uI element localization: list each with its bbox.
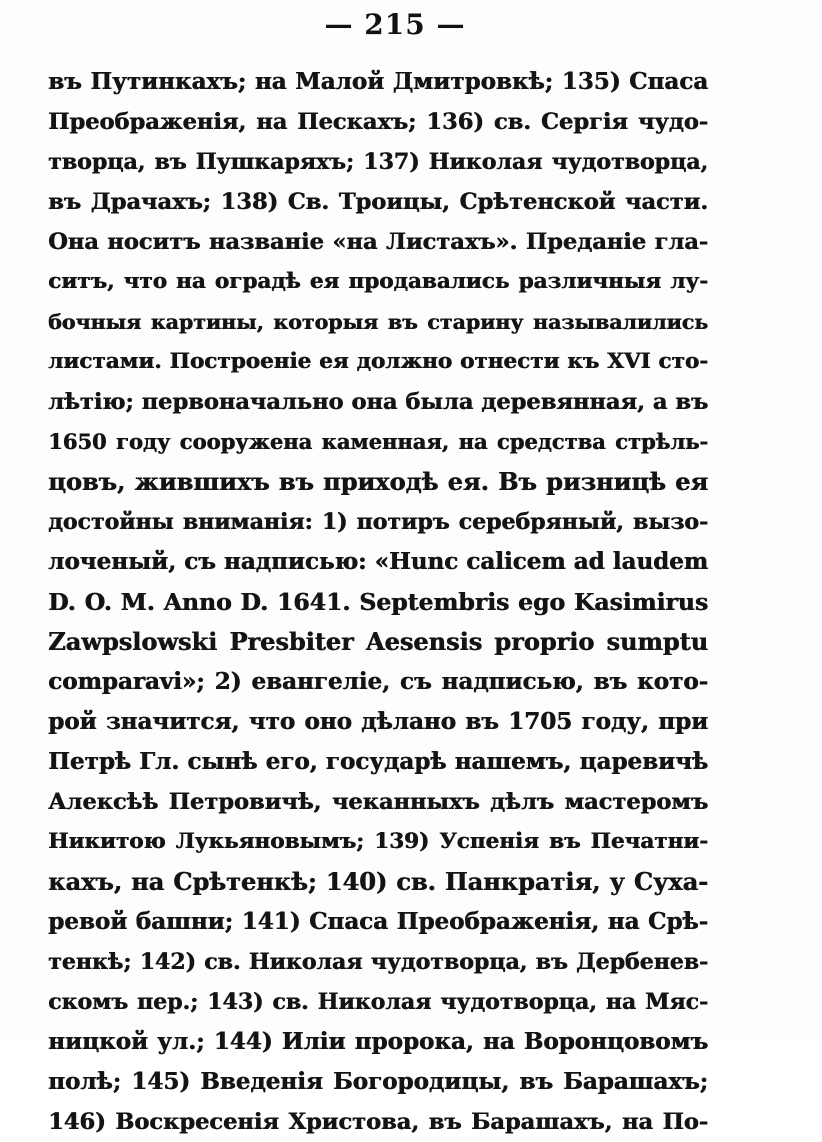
text-line: бочныя картины, которыя въ старину называлились <box>48 310 708 334</box>
text-line: въ Путинкахъ; на Малой Дмитровкѣ; 135) Спаса <box>48 68 708 95</box>
text-line: comparavi»; 2) евангеліе, съ надписью, въ кото- <box>48 668 708 695</box>
text-line: лоченый, съ надписью: «Hunc calicem ad laudem <box>48 548 708 575</box>
body-text <box>48 62 708 1142</box>
text-line: рой значится, что оно дѣлано въ 1705 году, при <box>48 708 708 735</box>
text-line: скомъ пер.; 143) св. Николая чудотворца, на Мяс- <box>48 989 708 1015</box>
text-line: 146) Воскресенія Христова, въ Барашахъ, на По- <box>48 1109 708 1135</box>
text-line: Zawpslowski Presbiter Aesensis propriо sumptu <box>48 627 708 656</box>
text-line: цовъ, жившихъ въ приходѣ ея. Въ ризницѣ ея <box>48 467 708 496</box>
text-line: Она носитъ названіе «на Листахъ». Преданіе гла- <box>48 229 708 255</box>
text-line: 1650 году сооружена каменная, на средства стрѣль- <box>48 429 708 454</box>
text-line: Петрѣ Гл. сынѣ его, государѣ нашемъ, царевичѣ <box>48 748 708 775</box>
text-line: D. O. M. Anno D. 1641. Septembris ego Kasimirus <box>48 588 708 616</box>
text-line: Преображенія, на Пескахъ; 136) св. Сергія чудо- <box>48 109 708 135</box>
text-line: ницкой ул.; 144) Иліи пророка, на Воронцовомъ <box>48 1028 708 1055</box>
text-line: листами. Построеніе ея должно отнести къ XVI сто- <box>48 349 708 374</box>
text-line: кахъ, на Срѣтенкѣ; 140) св. Панкратія, у Суха- <box>48 867 708 896</box>
page-number: — 215 — <box>324 8 466 41</box>
text-line: творца, въ Пушкаряхъ; 137) Николая чудотворца, <box>48 149 708 175</box>
text-line: ситъ, что на оградѣ ея продавались различныя лу- <box>48 269 708 294</box>
text-line: ревой башни; 141) Спаса Преображенія, на Срѣ- <box>48 908 708 935</box>
text-line: тенкѣ; 142) св. Николая чудотворца, въ Дербенев- <box>48 949 708 975</box>
text-line: Никитою Лукьяновымъ; 139) Успенія въ Печатни- <box>48 829 708 854</box>
text-line: достойны вниманія: 1) потиръ серебряный, вызо- <box>48 509 708 535</box>
text-line: Алексѣѣ Петровичѣ, чеканныхъ дѣлъ мастеромъ <box>48 789 708 815</box>
text-line: лѣтію; первоначально она была деревянная, а въ <box>48 389 708 415</box>
text-line: въ Драчахъ; 138) Св. Троицы, Срѣтенской части. <box>48 189 708 215</box>
text-line: полѣ; 145) Введенія Богородицы, въ Барашахъ; <box>48 1068 708 1095</box>
